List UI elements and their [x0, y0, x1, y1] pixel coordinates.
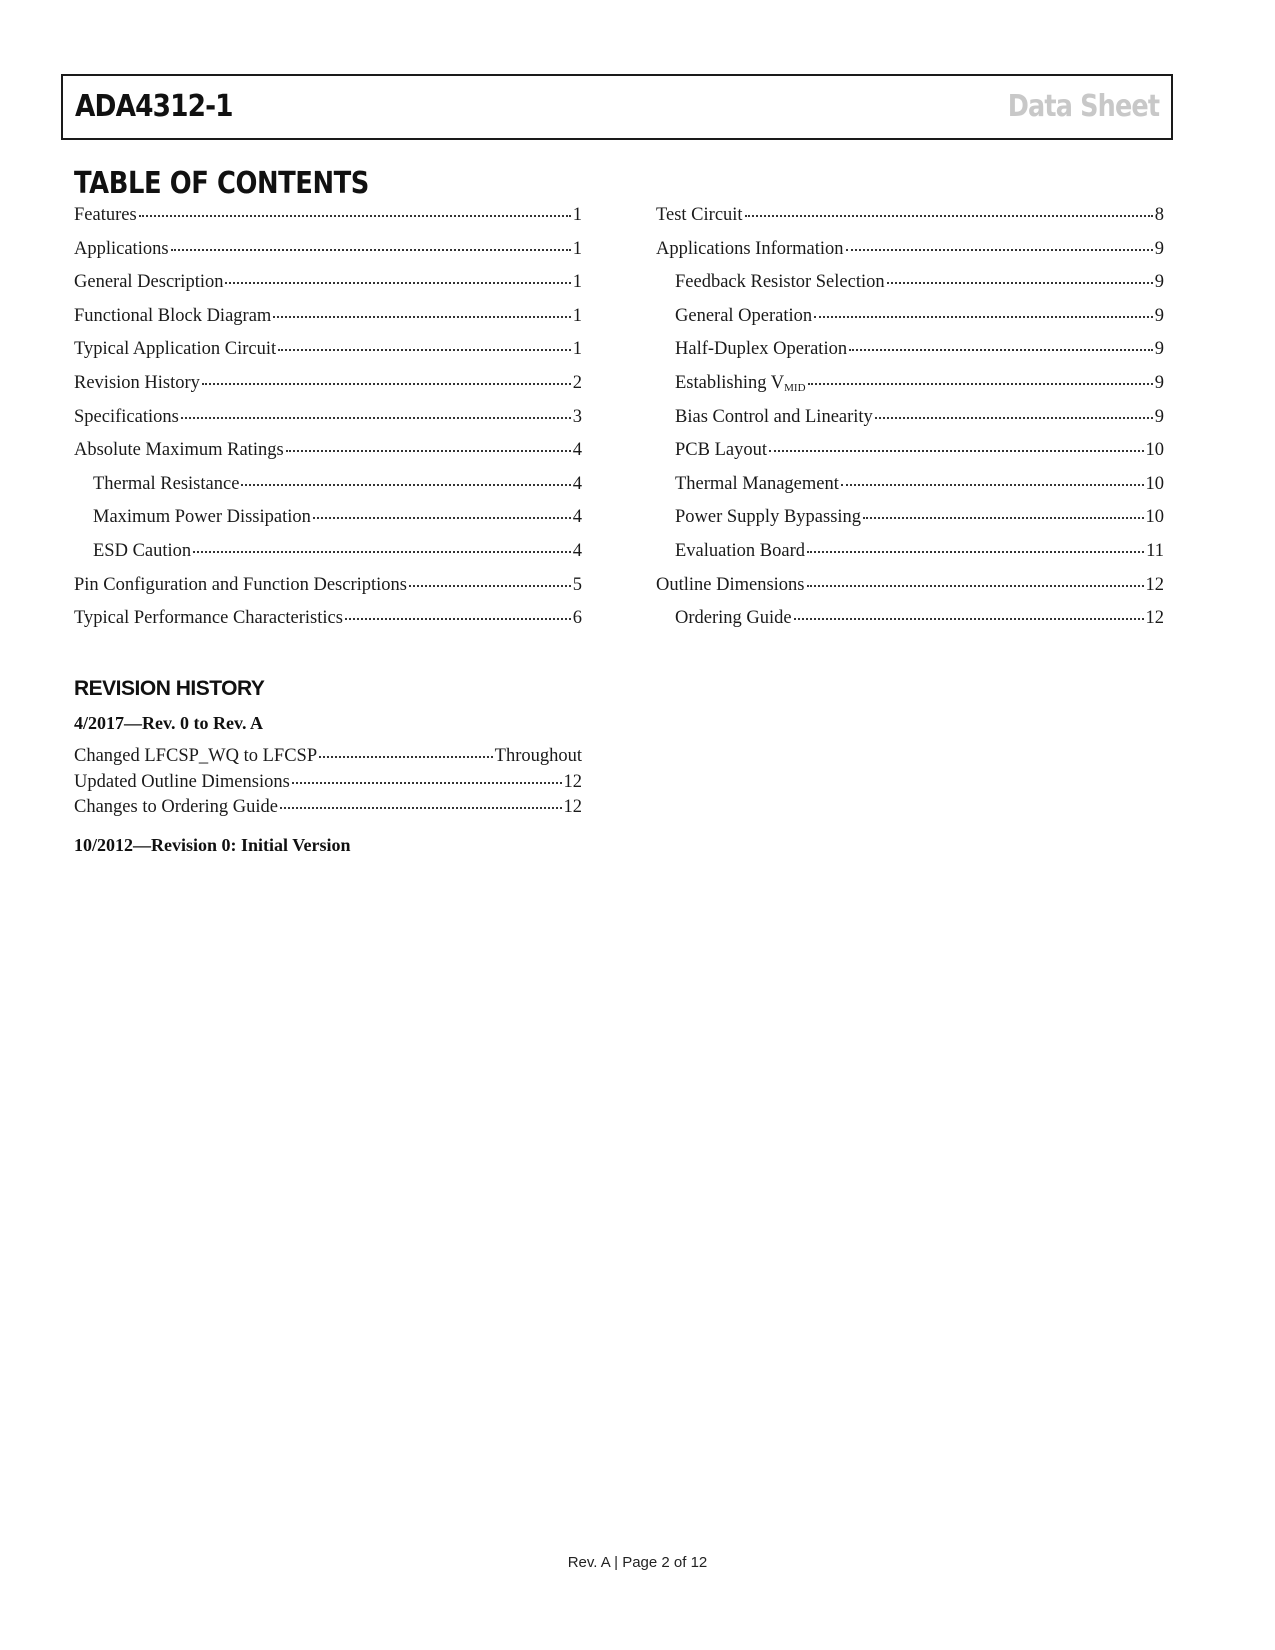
toc-entry-title: [74, 440, 284, 461]
toc-entry-page: 1: [572, 205, 582, 225]
toc-entry-title: [656, 239, 844, 260]
toc-entry-title-text: Outline Dimensions: [656, 574, 805, 595]
toc-entry-title: [74, 205, 137, 226]
page-footer: Rev. A | Page 2 of 12: [567, 1554, 708, 1571]
dot-leader: [745, 215, 1153, 217]
revision-change-entry: [74, 772, 582, 798]
toc-entry-page: 3: [572, 406, 582, 427]
toc-entry-title: [675, 373, 806, 394]
toc-entry-page: 12: [563, 797, 582, 817]
revision-change-entry: [74, 797, 582, 823]
toc-entry-title-text: Feedback Resistor Selection: [675, 272, 885, 293]
toc-entry-page: 4: [572, 440, 582, 461]
toc-entry-page: 4: [572, 540, 582, 561]
dot-leader: [202, 383, 571, 385]
dot-leader: [814, 316, 1153, 318]
toc-entry-title-text: Applications Information: [656, 238, 844, 259]
toc-entry[interactable]: [74, 239, 582, 273]
dot-leader: [171, 249, 571, 251]
dot-leader: [292, 782, 562, 784]
toc-entry[interactable]: [656, 440, 1164, 474]
toc-entry-title-text: PCB Layout: [675, 440, 767, 461]
page-header: [61, 74, 1173, 140]
dot-leader: [273, 316, 570, 318]
toc-entry-title-text: Features: [74, 205, 137, 225]
toc-entry[interactable]: [74, 440, 582, 474]
toc-entry-title-text: Ordering Guide: [675, 608, 792, 629]
toc-entry-title: [74, 373, 200, 394]
toc-entry-page: 11: [1146, 540, 1164, 561]
toc-entry-page: 12: [563, 771, 582, 792]
toc-entry-page: 9: [1154, 272, 1164, 293]
toc-entry[interactable]: [656, 205, 1164, 239]
revision-a-heading: 4/2017—Rev. 0 to Rev. A: [74, 713, 263, 733]
toc-entry-title: [656, 205, 743, 226]
toc-entry-title: [93, 541, 191, 562]
toc-entry-page: 10: [1145, 473, 1164, 494]
toc-entry[interactable]: [74, 474, 582, 508]
toc-entry-page: 1: [572, 339, 582, 360]
toc-entry-page: 1: [572, 305, 582, 326]
toc-entry[interactable]: [656, 575, 1164, 609]
toc-entry-title: [675, 272, 885, 293]
toc-entry-title-text: Power Supply Bypassing: [675, 507, 862, 528]
part-number: ADA4312-1: [75, 89, 233, 124]
toc-entry-page: 9: [1154, 406, 1164, 427]
dot-leader: [887, 282, 1153, 284]
dot-leader: [849, 349, 1153, 351]
dot-leader: [193, 551, 571, 553]
dot-leader: [794, 618, 1144, 620]
dot-leader: [313, 517, 571, 519]
toc-entry[interactable]: [656, 407, 1164, 441]
toc-entry-title-text: Pin Configuration and Function Descriptions: [74, 574, 407, 595]
toc-entry-title: [74, 272, 223, 293]
toc-entry-page: 9: [1154, 238, 1164, 259]
toc-entry-page: 1: [572, 272, 582, 293]
toc-entry-title: [675, 407, 873, 428]
revision-0-heading: 10/2012—Revision 0: Initial Version: [74, 835, 351, 855]
toc-entry-title-text: Establishing V: [675, 372, 785, 393]
toc-entry-title: [675, 541, 805, 562]
dot-leader: [225, 282, 570, 284]
toc-entry-title-text: Typical Application Circuit: [74, 339, 277, 360]
toc-entry[interactable]: [74, 306, 582, 340]
toc-entry-title-text: Absolute Maximum Ratings: [74, 440, 284, 461]
toc-entry-title-text: Maximum Power Dissipation: [93, 507, 311, 528]
toc-entry[interactable]: [656, 373, 1164, 407]
dot-leader: [846, 249, 1153, 251]
toc-entry-title-text: Changed LFCSP_WQ to LFCSP: [74, 746, 318, 766]
toc-entry-page: 12: [1145, 608, 1164, 629]
toc-entry-page: 4: [572, 473, 582, 494]
revision-history-title: REVISION HISTORY: [74, 677, 265, 700]
toc-entry[interactable]: [74, 541, 582, 575]
toc-entry-title: [93, 507, 311, 528]
toc-entry-title-text: ESD Caution: [93, 540, 192, 561]
toc-entry[interactable]: [74, 339, 582, 373]
toc-entry-title-text: Bias Control and Linearity: [675, 406, 873, 427]
toc-entry[interactable]: [74, 575, 582, 609]
toc-entry-title-text: Thermal Management: [675, 473, 839, 494]
toc-entry-title-text: General Operation: [675, 305, 813, 326]
toc-entry-title: [93, 474, 239, 495]
dot-leader: [345, 618, 571, 620]
toc-entry-title: [74, 339, 276, 360]
toc-entry[interactable]: [74, 507, 582, 541]
toc-entry-title-text: Typical Performance Characteristics: [74, 608, 343, 629]
toc-entry-title-text: General Description: [74, 272, 224, 293]
toc-entry-page: 9: [1154, 305, 1164, 326]
toc-entry-page: 12: [1145, 574, 1164, 595]
dot-leader: [863, 517, 1143, 519]
toc-entry-title-text: Changes to Ordering Guide: [74, 797, 278, 817]
dot-leader: [181, 417, 571, 419]
toc-entry-title: [675, 507, 861, 528]
dot-leader: [319, 756, 493, 758]
toc-entry-title: [74, 575, 407, 596]
toc-entry-title: [74, 407, 179, 428]
dot-leader: [241, 484, 570, 486]
toc-entry-page: 1: [572, 238, 582, 259]
toc-entry[interactable]: [656, 306, 1164, 340]
dot-leader: [139, 215, 571, 217]
toc-entry-page: 2: [572, 372, 582, 393]
toc-entry[interactable]: [74, 272, 582, 306]
document-type: Data Sheet: [1007, 89, 1159, 124]
toc-entry-title-text: Revision History: [74, 372, 200, 393]
toc-entry[interactable]: [74, 205, 582, 239]
dot-leader: [278, 349, 571, 351]
toc-entry-title: [74, 746, 317, 767]
toc-entry-title-text: Specifications: [74, 406, 179, 427]
toc-entry-page: 5: [572, 574, 582, 595]
toc-entry-subscript: MID: [784, 381, 806, 394]
toc-entry-title: [74, 239, 169, 260]
toc-entry[interactable]: [74, 373, 582, 407]
dot-leader: [280, 807, 562, 809]
toc-entry-title: [675, 339, 847, 360]
toc-entry-page: 4: [572, 507, 582, 528]
toc-entry-title-text: Evaluation Board: [675, 540, 805, 561]
toc-entry-page: Throughout: [494, 746, 582, 766]
toc-entry-title: [675, 306, 812, 327]
toc-entry[interactable]: [656, 339, 1164, 373]
toc-entry-page: 9: [1154, 339, 1164, 360]
toc-entry-title-text: Applications: [74, 238, 169, 259]
toc-entry-title: [675, 608, 792, 629]
toc-entry-title: [74, 772, 290, 793]
dot-leader: [875, 417, 1153, 419]
toc-entry[interactable]: [656, 608, 1164, 642]
toc-entry[interactable]: [656, 239, 1164, 273]
toc-entry-title-text: Test Circuit: [656, 205, 743, 225]
toc-entry-title: [675, 440, 767, 461]
toc-entry-page: 9: [1154, 372, 1164, 393]
toc-entry[interactable]: [656, 507, 1164, 541]
toc-entry[interactable]: [656, 541, 1164, 575]
toc-entry-title-text: Half-Duplex Operation: [675, 339, 848, 360]
toc-right-column: [656, 205, 1164, 642]
toc-entry[interactable]: [74, 608, 582, 642]
dot-leader: [409, 585, 571, 587]
dot-leader: [808, 383, 1153, 385]
toc-entry-title-text: Updated Outline Dimensions: [74, 771, 290, 792]
revision-change-entry: [74, 746, 582, 772]
dot-leader: [769, 450, 1144, 452]
toc-entry-title: [74, 306, 271, 327]
toc-entry-title: [74, 608, 343, 629]
toc-entry[interactable]: [656, 474, 1164, 508]
dot-leader: [807, 551, 1144, 553]
toc-entry-title: [656, 575, 805, 596]
toc-entry-page: 8: [1154, 205, 1164, 225]
toc-entry-title-text: Thermal Resistance: [93, 473, 240, 494]
toc-title: TABLE OF CONTENTS: [74, 166, 369, 201]
toc-entry[interactable]: [656, 272, 1164, 306]
toc-entry-page: 10: [1145, 440, 1164, 461]
dot-leader: [841, 484, 1144, 486]
toc-entry-title-text: Functional Block Diagram: [74, 305, 272, 326]
toc-entry-page: 10: [1145, 507, 1164, 528]
toc-entry-title: [675, 474, 839, 495]
toc-left-column: [74, 205, 582, 642]
dot-leader: [807, 585, 1144, 587]
toc-entry[interactable]: [74, 407, 582, 441]
dot-leader: [286, 450, 571, 452]
toc-entry-title: [74, 797, 278, 818]
toc-entry-page: 6: [572, 608, 582, 629]
revision-a-changes: [74, 746, 582, 823]
